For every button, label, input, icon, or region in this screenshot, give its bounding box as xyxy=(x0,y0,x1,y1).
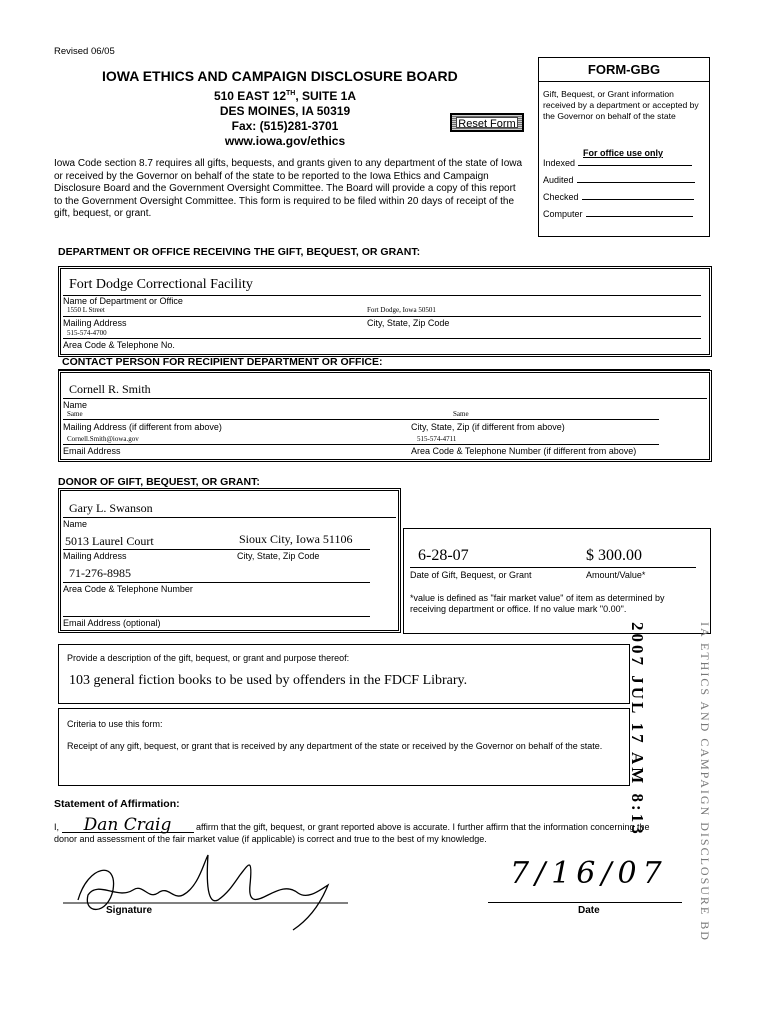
received-stamp xyxy=(612,620,712,942)
description-label: Provide a description of the gift, bequest, or grant and purpose thereof: xyxy=(67,653,350,663)
form-description: Gift, Bequest, or Grant information received by a department or accepted by the Governor on behalf of the state xyxy=(543,89,699,121)
department-name-value[interactable]: Fort Dodge Correctional Facility xyxy=(69,277,253,292)
office-use-heading: For office use only xyxy=(583,148,664,158)
gift-amount-value[interactable]: $ 300.00 xyxy=(586,547,642,564)
department-name-label: Name of Department or Office xyxy=(63,296,183,306)
affirmation-heading: Statement of Affirmation: xyxy=(54,798,180,810)
gift-date-label: Date of Gift, Bequest, or Grant xyxy=(410,570,532,580)
affirmation-statement xyxy=(54,815,704,845)
contact-phone-value[interactable]: 515-574-4711 xyxy=(417,435,457,443)
intro-text: Iowa Code section 8.7 requires all gifts, bequests, and grants given to any department of the state of Iowa or received by the Governor on behalf of the state to be reported to the Iowa Ethics and Campaign Disclosure Board and the Government Oversight Committee. The Board will provide a copy of this report to the Government Oversight Committee. This form is required to be filed within 20 days of receipt of the gift, bequest, or grant. xyxy=(54,158,523,220)
website: www.iowa.gov/ethics xyxy=(224,134,346,148)
checked-field[interactable]: Checked xyxy=(543,192,694,202)
stamp-date: 2007 JUL 17 AM 8:13 xyxy=(628,622,647,837)
donor-phone-value[interactable]: 71-276-8985 xyxy=(69,566,131,580)
signature-scrawl xyxy=(58,845,358,935)
form-gbg-box xyxy=(538,57,710,237)
contact-city-label: City, State, Zip (if different from above) xyxy=(411,422,565,432)
audited-field[interactable]: Audited xyxy=(543,175,695,185)
donor-city-value[interactable]: Sioux City, Iowa 51106 xyxy=(239,532,353,546)
date-line xyxy=(488,902,682,903)
street-address: 510 EAST 12TH, SUITE 1A xyxy=(213,89,357,103)
donor-heading: DONOR OF GIFT, BEQUEST, OR GRANT: xyxy=(58,476,260,488)
board-address xyxy=(200,86,370,149)
affirmation-text-1: affirm that the gift, bequest, or grant reported above is accurate. I further affirm that the information concerning the xyxy=(196,822,650,832)
affirmant-name[interactable]: Dan Craig xyxy=(62,818,194,833)
donor-mailing-label: Mailing Address xyxy=(63,551,127,561)
affirmation-date-value[interactable]: 7/16/07 xyxy=(510,856,668,891)
contact-email-label: Email Address xyxy=(63,446,121,456)
department-heading: DEPARTMENT OR OFFICE RECEIVING THE GIFT, BEQUEST, OR GRANT: xyxy=(58,246,421,258)
department-city-value[interactable]: Fort Dodge, Iowa 50501 xyxy=(367,306,436,314)
department-phone-value[interactable]: 515-574-4700 xyxy=(67,329,107,337)
donor-city-label: City, State, Zip Code xyxy=(237,551,320,561)
stamp-agency: IA ETHICS AND CAMPAIGN DISCLOSURE BD xyxy=(698,622,712,942)
department-city-label: City, State, Zip Code xyxy=(367,318,450,328)
reset-form-button[interactable] xyxy=(450,113,524,132)
contact-mailing-label: Mailing Address (if different from above) xyxy=(63,422,222,432)
donor-mailing-value[interactable]: 5013 Laurel Court xyxy=(65,534,154,548)
contact-phone-label: Area Code & Telephone Number (if different from above) xyxy=(411,446,637,456)
board-name: IOWA ETHICS AND CAMPAIGN DISCLOSURE BOARD xyxy=(102,68,458,84)
contact-city-value[interactable]: Same xyxy=(453,410,469,418)
description-box xyxy=(58,644,630,704)
criteria-box xyxy=(58,708,630,786)
indexed-field[interactable]: Indexed xyxy=(543,158,692,168)
revised-date: Revised 06/05 xyxy=(54,46,115,57)
contact-name-value[interactable]: Cornell R. Smith xyxy=(69,382,151,396)
reset-form-label: Reset Form xyxy=(456,117,518,128)
contact-box xyxy=(58,370,712,462)
description-value[interactable]: 103 general fiction books to be used by offenders in the FDCF Library. xyxy=(69,673,468,688)
criteria-text: Receipt of any gift, bequest, or grant that is received by any department of the state or received by the Governor on behalf of the state. xyxy=(67,741,603,751)
value-note: *value is defined as "fair market value" of item as determined by receiving department or office. If no value mark "0.00". xyxy=(410,593,665,614)
donor-email-label: Email Address (optional) xyxy=(63,618,161,628)
department-phone-label: Area Code & Telephone No. xyxy=(63,340,175,350)
contact-name-label: Name xyxy=(63,400,88,410)
department-mailing-value[interactable]: 1550 L Street xyxy=(67,306,105,314)
affirmation-text-2: donor and assessment of the fair market value (if applicable) is correct and true to the best of my knowledge. xyxy=(54,834,487,844)
contact-email-value[interactable]: Cornell.Smith@iowa.gov xyxy=(67,435,139,443)
fax-number: Fax: (515)281-3701 xyxy=(231,119,339,133)
signature-label: Signature xyxy=(106,905,153,916)
gift-amount-label: Amount/Value* xyxy=(586,570,646,580)
donor-phone-label: Area Code & Telephone Number xyxy=(63,584,193,594)
gift-date-value[interactable]: 6-28-07 xyxy=(418,547,469,564)
contact-heading: CONTACT PERSON FOR RECIPIENT DEPARTMENT OR OFFICE: xyxy=(62,356,383,368)
affirmation-prefix: I, xyxy=(54,822,60,832)
department-box xyxy=(58,266,712,357)
city-address: DES MOINES, IA 50319 xyxy=(219,104,351,118)
divider xyxy=(539,81,709,82)
donor-name-label: Name xyxy=(63,519,88,529)
form-title: FORM-GBG xyxy=(587,62,661,77)
donor-name-value[interactable]: Gary L. Swanson xyxy=(69,501,153,515)
date-label: Date xyxy=(578,905,600,916)
criteria-label: Criteria to use this form: xyxy=(67,719,163,729)
donor-box xyxy=(58,488,401,633)
contact-mailing-value[interactable]: Same xyxy=(67,410,83,418)
computer-field[interactable]: Computer xyxy=(543,209,693,219)
gift-date-amount-box xyxy=(403,528,711,634)
department-mailing-label: Mailing Address xyxy=(63,318,127,328)
